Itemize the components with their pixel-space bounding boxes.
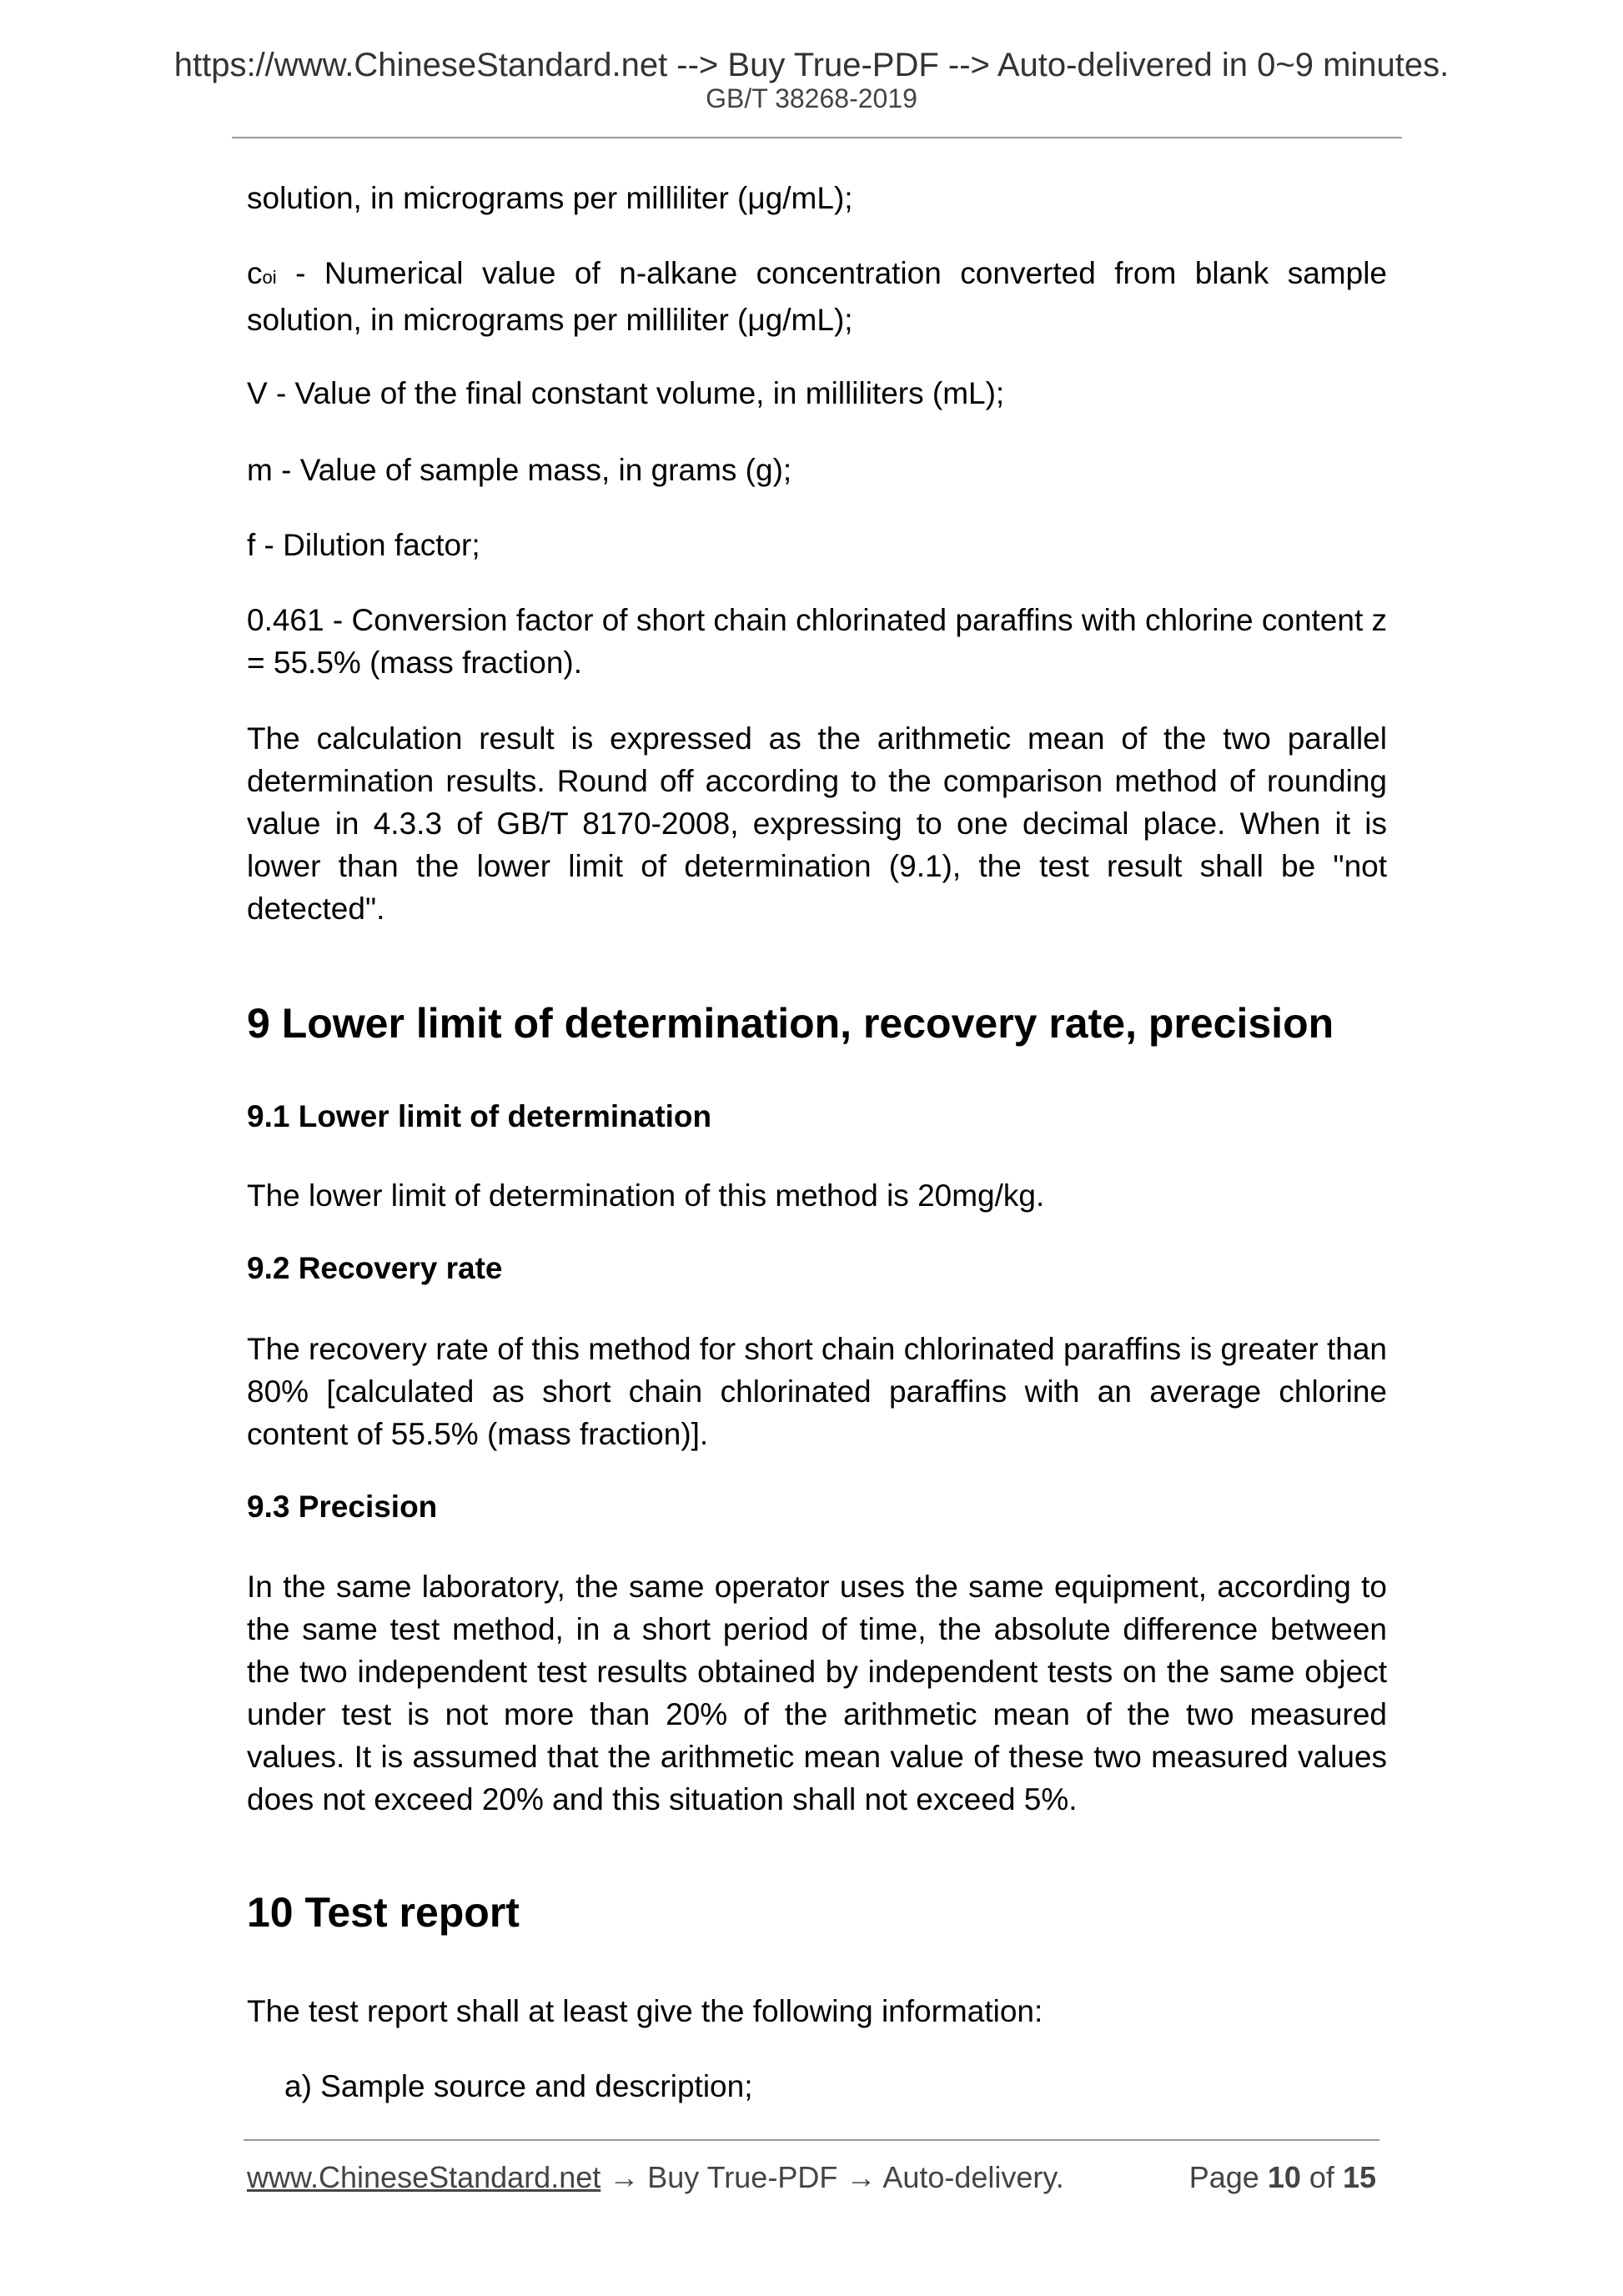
page-total: 15: [1342, 2160, 1376, 2194]
standard-number: GB/T 38268-2019: [706, 83, 917, 113]
paragraph: The lower limit of determination of this method is 20mg/kg.: [247, 1178, 1045, 1213]
header-banner: https://www.ChineseStandard.net --> Buy True-PDF --> Auto-delivered in 0~9 minutes.: [173, 47, 1450, 83]
paragraph: 0.461 - Conversion factor of short chain chlorinated paraffins with chlorine content z = 55.5% (mass fraction).: [247, 603, 1388, 680]
list-item: a) Sample source and description;: [284, 2069, 753, 2103]
page-label: Page: [1188, 2160, 1259, 2194]
subsection-heading: 9.1 Lower limit of determination: [247, 1099, 712, 1133]
paragraph: The test report shall at least give the following information:: [247, 1994, 1043, 2028]
site-link[interactable]: www.ChineseStandard.net: [247, 2160, 601, 2194]
paragraph: f - Dilution factor;: [247, 528, 480, 562]
paragraph: The recovery rate of this method for short chain chlorinated paraffins is greater than 80% [calculated as short chain chlorinated paraffins with an average chlorine content of 55.5% (mass fraction)].: [247, 1332, 1387, 1451]
header-rule: [232, 137, 1402, 138]
section-heading-9: 9 Lower limit of determination, recovery rate, precision: [247, 1000, 1334, 1047]
section-heading-10: 10 Test report: [247, 1889, 520, 1936]
definition: - Numerical value of n-alkane concentration converted from blank sample solution, in micrograms per milliliter (μg/mL);: [247, 256, 1387, 337]
footer-rule: [244, 2139, 1379, 2141]
footer: [247, 2160, 1376, 2195]
paragraph: [247, 252, 1387, 341]
subscript: oi: [262, 267, 277, 288]
subsection-heading: 9.2 Recovery rate: [247, 1251, 503, 1285]
footer-left: [247, 2160, 1064, 2195]
paragraph: The calculation result is expressed as the arithmetic mean of the two parallel determination results. Round off according to the comparison method of rounding value in 4.3.3 of GB/T 8170-2008, expressing to one decimal place. When it is lower than the lower limit of determination (9.1), the test result shall be "not detected".: [247, 721, 1387, 926]
page-indicator: [1189, 2160, 1376, 2195]
paragraph: In the same laboratory, the same operator uses the same equipment, according to the same test method, in a short period of time, the absolute difference between the two independent test results obtained by independent tests on the same object under test is not more than 20% of the arithmetic mean of the two measured values. It is assumed that the arithmetic mean value of these two measured values does not exceed 20% and this situation shall not exceed 5%.: [247, 1570, 1387, 1816]
symbol: c: [247, 256, 263, 290]
paragraph: m - Value of sample mass, in grams (g);: [247, 453, 792, 487]
subsection-heading: 9.3 Precision: [247, 1490, 438, 1524]
of-label: of: [1309, 2160, 1334, 2194]
page-number: 10: [1267, 2160, 1301, 2194]
paragraph: solution, in micrograms per milliliter (μg/mL);: [247, 181, 853, 215]
paragraph: V - Value of the final constant volume, in milliliters (mL);: [247, 376, 1005, 410]
footer-text: → Buy True-PDF → Auto-delivery.: [600, 2160, 1064, 2194]
